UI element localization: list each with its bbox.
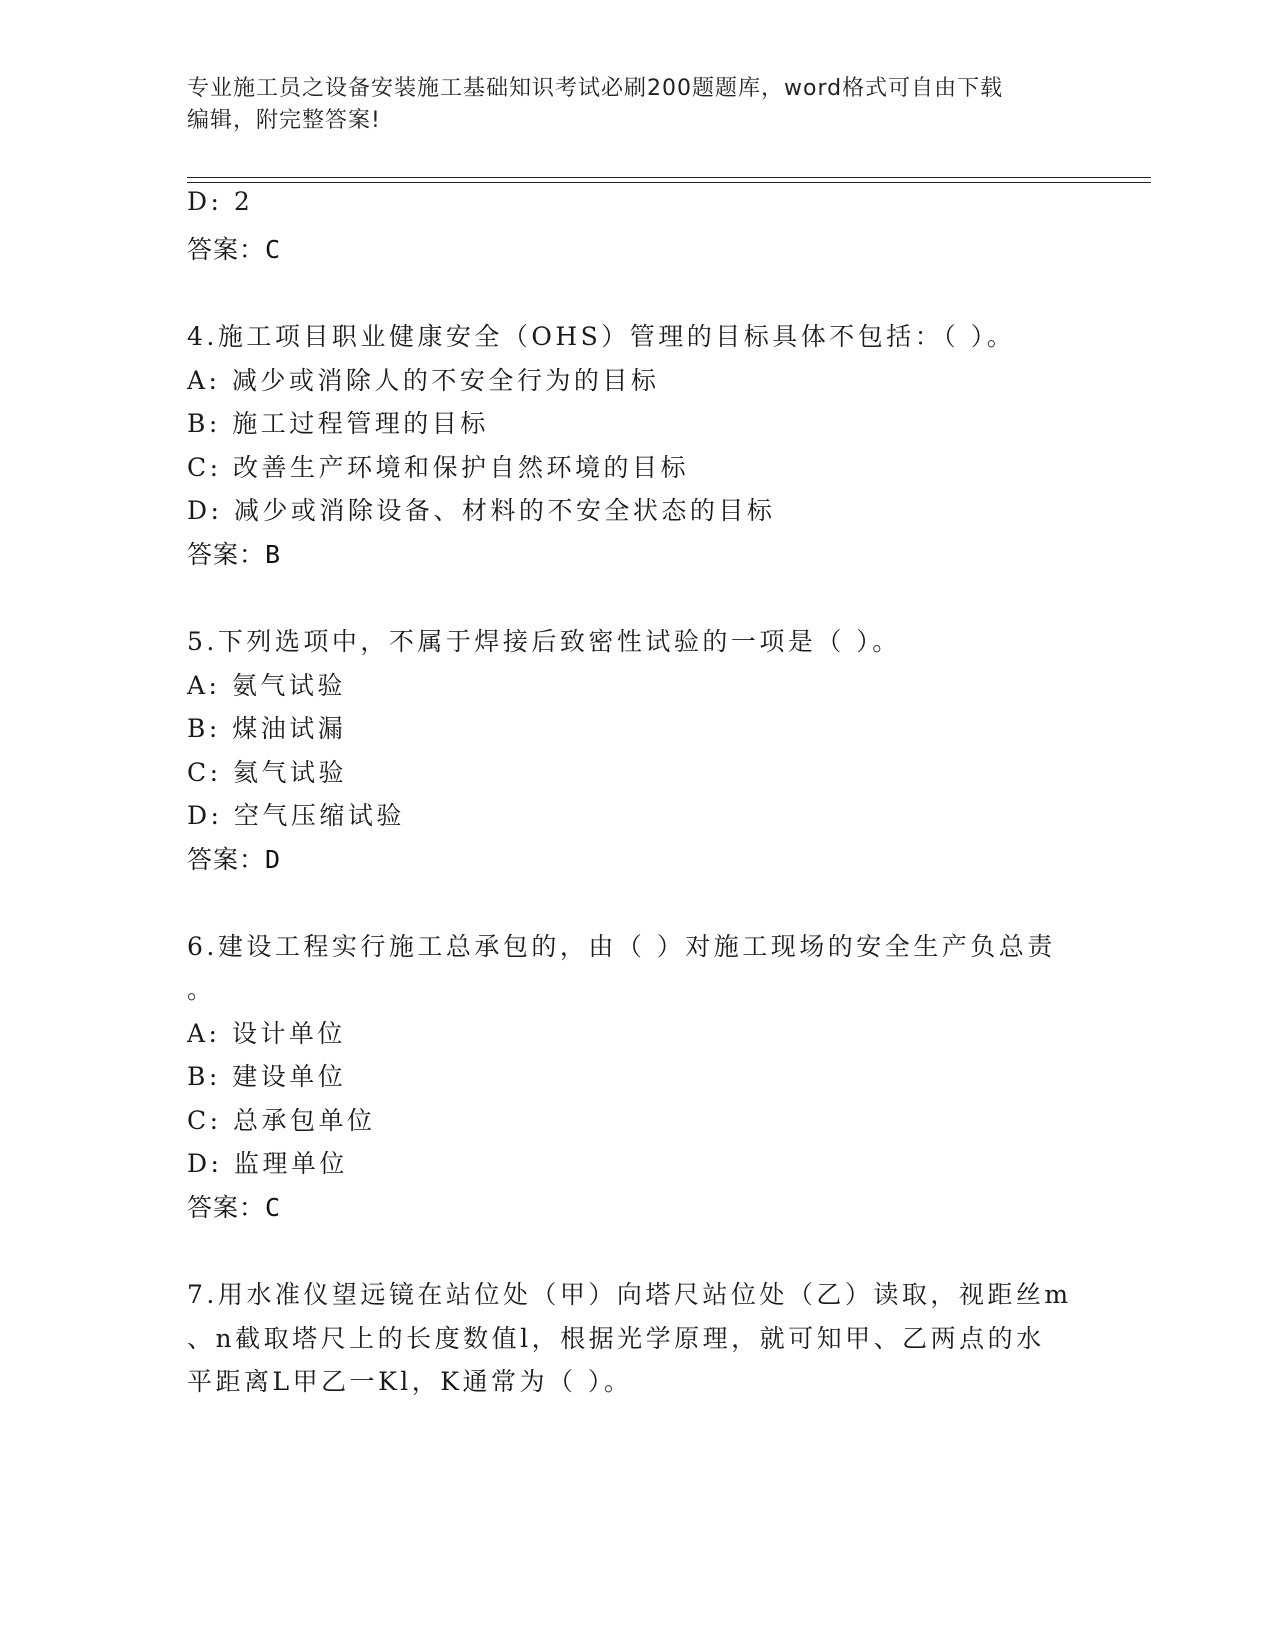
answer-line <box>187 1188 281 1224</box>
answer-value: D <box>265 845 282 874</box>
answer-line <box>187 840 281 876</box>
question-stem: 4.施工项目职业健康安全（OHS）管理的目标具体不包括：（ ）。 <box>187 322 1016 351</box>
option-a: A: 减少或消除人的不安全行为的目标 <box>187 366 660 395</box>
option-c: C: 氦气试验 <box>187 758 347 787</box>
option-a: A: 设计单位 <box>187 1019 346 1048</box>
option-b: B: 施工过程管理的目标 <box>187 409 489 438</box>
header-title-line-1: 专业施工员之设备安装施工基础知识考试必刷200题题库，word格式可自由下载 <box>187 76 1004 101</box>
option-d: D: 监理单位 <box>187 1149 348 1178</box>
question-stem: 6.建设工程实行施工总承包的，由（ ）对施工现场的安全生产负总责 <box>187 932 1056 961</box>
option-d: D: 空气压缩试验 <box>187 801 405 830</box>
question-stem: 5.下列选项中，不属于焊接后致密性试验的一项是（ ）。 <box>187 627 901 656</box>
header-divider-top <box>187 177 1151 178</box>
option-d: D: 2 <box>187 187 254 216</box>
answer-line <box>187 230 281 266</box>
question-stem-continued: 、n截取塔尺上的长度数值l，根据光学原理，就可知甲、乙两点的水 <box>187 1324 1045 1353</box>
header-divider-bottom <box>187 182 1151 183</box>
option-c: C: 改善生产环境和保护自然环境的目标 <box>187 453 689 482</box>
document-header <box>187 73 1067 137</box>
answer-label: 答案： <box>187 540 266 569</box>
answer-label: 答案： <box>187 1193 266 1222</box>
answer-value: B <box>265 540 282 569</box>
option-b: B: 煤油试漏 <box>187 714 347 743</box>
header-title-line-2: 编辑，附完整答案! <box>187 108 381 133</box>
option-b: B: 建设单位 <box>187 1062 347 1091</box>
question-stem-continued: 。 <box>187 975 216 1004</box>
question-stem-continued: 平距离L甲乙一Kl，K通常为（ ）。 <box>187 1367 633 1396</box>
answer-line <box>187 535 281 571</box>
answer-value: C <box>265 235 282 264</box>
option-d: D: 减少或消除设备、材料的不安全状态的目标 <box>187 496 776 525</box>
question-stem: 7.用水准仪望远镜在站位处（甲）向塔尺站位处（乙）读取，视距丝m <box>187 1280 1072 1309</box>
option-c: C: 总承包单位 <box>187 1106 376 1135</box>
option-a: A: 氨气试验 <box>187 671 346 700</box>
answer-value: C <box>265 1193 282 1222</box>
answer-label: 答案： <box>187 845 266 874</box>
answer-label: 答案： <box>187 235 266 264</box>
